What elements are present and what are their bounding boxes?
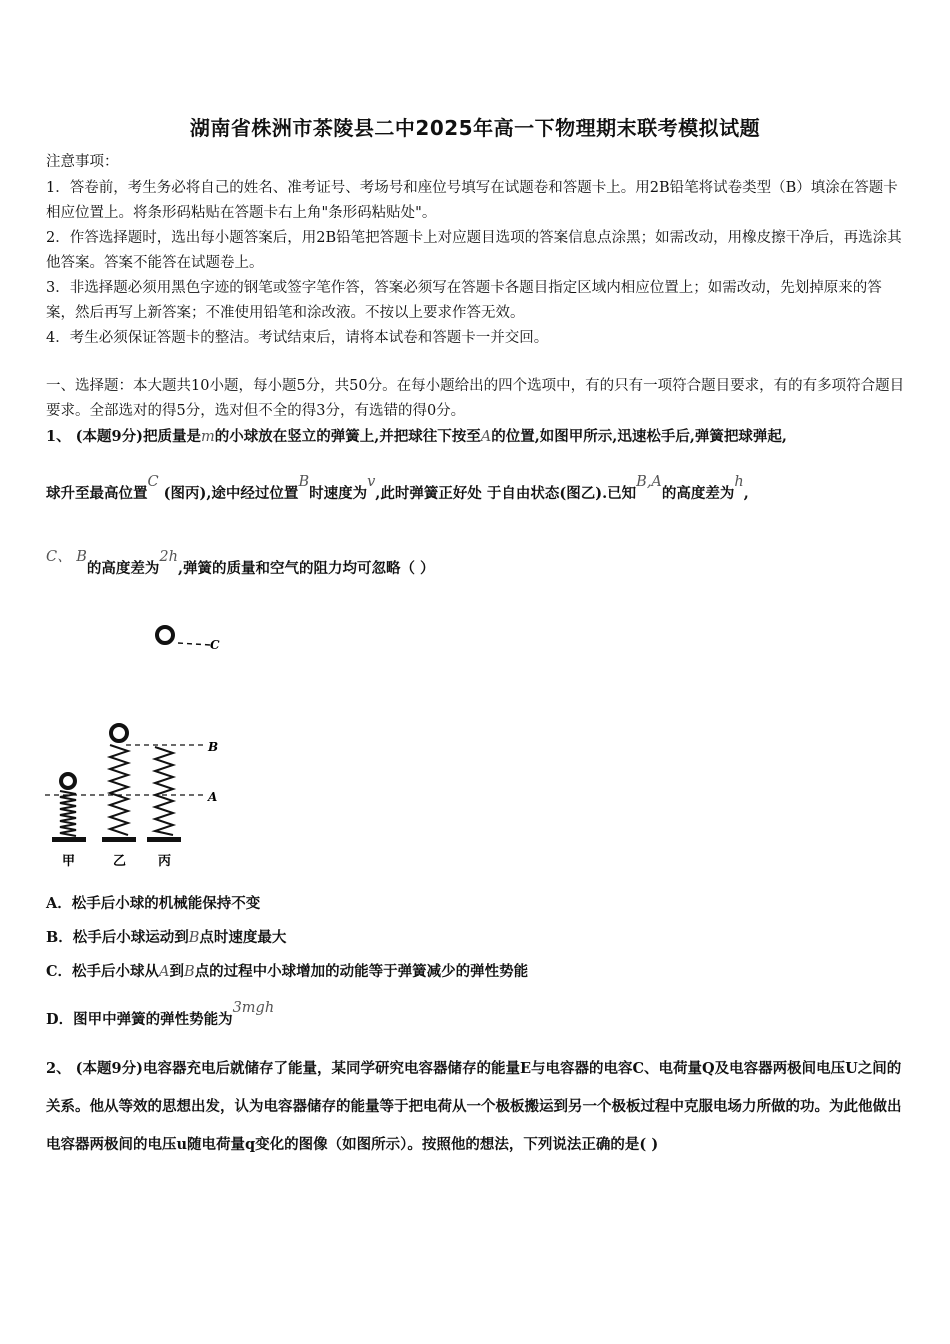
note-item-4: 4．考生必须保证答题卡的整洁。考试结束后，请将本试卷和答题卡一并交回。 bbox=[46, 330, 549, 346]
var-c: C bbox=[147, 474, 159, 490]
notes-heading: 注意事项： bbox=[46, 154, 119, 170]
q1-line-1 bbox=[46, 424, 908, 450]
dash-c bbox=[178, 643, 210, 645]
base-bing bbox=[147, 837, 181, 842]
var-b: B bbox=[188, 930, 200, 946]
option-text: 点时速度最大 bbox=[199, 929, 287, 946]
option-text: D．图甲中弹簧的弹性势能为 bbox=[46, 1011, 233, 1028]
q1-text: (图丙),途中经过位置 bbox=[158, 485, 299, 502]
ball-yi bbox=[111, 725, 127, 741]
q1-text: ,弹簧的质量和空气的阻力均可忽略（ ） bbox=[177, 560, 435, 577]
var-a: A bbox=[480, 429, 492, 445]
label-a: A bbox=[208, 790, 218, 804]
option-text: C．松手后小球从 bbox=[46, 963, 160, 980]
base-jia bbox=[52, 837, 86, 842]
q1-text: ,此时弹簧正好处 于自由状态(图乙).已知 bbox=[375, 485, 637, 502]
caption-jia: 甲 bbox=[62, 854, 76, 869]
option-c bbox=[46, 960, 528, 981]
var-v: v bbox=[367, 474, 376, 490]
q1-text: 球升至最高位置 bbox=[46, 485, 148, 502]
spring-yi bbox=[110, 745, 128, 835]
note-item-2: 2．作答选择题时，选出每小题答案后，用2B铅笔把答题卡上对应题目选项的答案信息点涂黑；如需改动，用橡皮擦干净后，再选涂其他答案。答案不能答在试题卷上。 bbox=[46, 230, 902, 271]
var-b: B bbox=[298, 474, 310, 490]
q1-line-3 bbox=[46, 549, 908, 582]
q1-text: 的小球放在竖立的弹簧上,并把球往下按至 bbox=[214, 428, 481, 445]
label-b: B bbox=[208, 740, 219, 754]
var-m: m bbox=[200, 429, 215, 445]
note-item-3: 3．非选择题必须用黑色字迹的钢笔或签字笔作答，答案必须写在答题卡各题目指定区域内相应位置上；如需改动，先划掉原来的答案，然后再写上新答案；不准使用铅笔和涂改液。不按以上要求作答无效。 bbox=[46, 280, 882, 321]
caption-bing: 丙 bbox=[158, 854, 172, 869]
var-3mgh: 3mgh bbox=[232, 1000, 275, 1016]
option-text: 点的过程中小球增加的动能等于弹簧减少的弹性势能 bbox=[194, 963, 529, 980]
option-text: B．松手后小球运动到 bbox=[46, 929, 189, 946]
option-d bbox=[46, 1000, 275, 1029]
q1-text: 的高度差为 bbox=[661, 485, 735, 502]
spring-jia bbox=[60, 791, 76, 836]
q1-text: , bbox=[743, 485, 749, 502]
var-h: h bbox=[734, 474, 744, 490]
base-yi bbox=[102, 837, 136, 842]
caption-yi: 乙 bbox=[113, 854, 127, 869]
ball-jia bbox=[61, 774, 75, 788]
var-cb: C、 B bbox=[46, 549, 87, 565]
var-b: B bbox=[184, 964, 195, 980]
option-b bbox=[46, 926, 286, 947]
section-heading: 一、选择题：本大题共10小题，每小题5分，共50分。在每小题给出的四个选项中，有的只有一项符合题目要求，有的有多项符合题目要求。全部选对的得5分，选对但不全的得3分，有选错的得0分。 bbox=[46, 378, 905, 419]
option-text: 到 bbox=[169, 963, 185, 980]
q1-line-2 bbox=[46, 474, 908, 507]
spring-figure bbox=[40, 615, 240, 875]
page-title: 湖南省株洲市茶陵县二中2025年高一下物理期末联考模拟试题 bbox=[189, 116, 761, 140]
label-c: C bbox=[210, 638, 220, 652]
q2-text: 2、 (本题9分)电容器充电后就储存了能量，某同学研究电容器储存的能量E与电容器的电容C、电荷量Q及电容器两极间电压U之间的关系。他从等效的思想出发，认为电容器储存的能量等于把电荷从一个极板搬运到另一个极板过程中克服电场力所做的功。为此他做出电容器两极间的电压u随电荷量q变化的图像（如图所示）。按照他的想法，下列说法正确的是( ) bbox=[46, 1060, 902, 1153]
q1-text: 时速度为 bbox=[309, 485, 368, 502]
var-a: A bbox=[159, 964, 170, 980]
q1-text: 的高度差为 bbox=[86, 560, 160, 577]
q1-text: 的位置,如图甲所示,迅速松手后,弹簧把球弹起, bbox=[491, 428, 787, 445]
ball-c bbox=[157, 627, 173, 643]
option-a: A．松手后小球的机械能保持不变 bbox=[46, 895, 261, 912]
var-2h: 2h bbox=[159, 549, 178, 565]
var-ba: B,A bbox=[636, 474, 662, 490]
q1-text: 1、 (本题9分)把质量是 bbox=[46, 428, 201, 445]
note-item-1: 1．答卷前，考生务必将自己的姓名、准考证号、考场号和座位号填写在试题卷和答题卡上。用2B铅笔将试卷类型（B）填涂在答题卡相应位置上。将条形码粘贴在答题卡右上角"条形码粘贴处"。 bbox=[46, 180, 898, 221]
spring-bing bbox=[155, 747, 173, 835]
